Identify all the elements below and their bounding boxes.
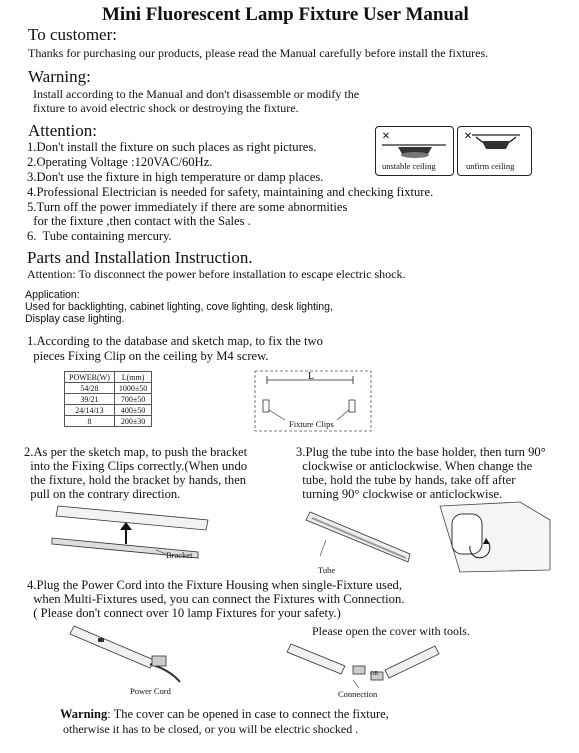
page-title: Mini Fluorescent Lamp Fixture User Manual (102, 4, 469, 25)
dimension-label: L (308, 371, 315, 382)
warning-line-2: fixture to avoid electric shock or destroying the fixture. (33, 101, 299, 115)
connection-label: Connection (338, 689, 378, 699)
connection-illustration (285, 640, 445, 695)
customer-text: Thanks for purchasing our products, please read the Manual carefully before install the fixtures. (28, 46, 489, 60)
warning-heading: Warning: (28, 67, 91, 86)
step4-line-1: 4.Plug the Power Cord into the Fixture Housing when single-Fixture used, (27, 578, 402, 592)
unfirm-ceiling-label: unfirm ceiling (466, 161, 515, 171)
application-line-1: Used for backlighting, cabinet lighting, cove lighting, desk lighting, (25, 301, 333, 313)
footer-warning-label: Warning (60, 707, 108, 721)
application-line-2: Display case lighting. (25, 313, 125, 325)
tube-label: Tube (318, 565, 336, 575)
attention-heading: Attention: (28, 121, 97, 140)
cross-mark-icon: × (382, 129, 390, 144)
unstable-ceiling-icon (375, 126, 454, 176)
step2-line-3: the fixture, hold the bracket by hands, then (24, 473, 247, 487)
cover-note: Please open the cover with tools. (312, 624, 470, 638)
power-length-table (64, 371, 152, 427)
step1-line-2: pieces Fixing Clip on the ceiling by M4 screw. (27, 349, 269, 363)
step2-line-2: into the Fixing Clips correctly.(When undo (24, 459, 248, 473)
table-cell: 24/14/13 (65, 405, 115, 416)
table-cell: 54/28 (65, 383, 115, 394)
footer-warning-line-1 (60, 707, 389, 721)
table-row (65, 383, 152, 394)
table-cell: 400±50 (114, 405, 151, 416)
power-cord-label: Power Cord (130, 686, 171, 696)
step1-line-1: 1.According to the database and sketch map, to fix the two (27, 334, 323, 348)
footer-warning-text: : The cover can be opened in case to connect the fixture, (107, 707, 389, 721)
table-cell: 1000±50 (114, 383, 151, 394)
fixture-clips-label: Fixture Clips (289, 419, 334, 429)
table-cell: 700±50 (114, 394, 151, 405)
step2-line-4: pull on the contrary direction. (24, 487, 181, 501)
parts-attention: Attention: To disconnect the power before installation to escape electric shock. (27, 267, 406, 281)
step3-line-2: clockwise or anticlockwise. When change the (296, 459, 533, 473)
or-label: OR (370, 671, 379, 677)
table-header-length: L(mm) (114, 372, 151, 383)
application-heading: Application: (25, 289, 80, 301)
tube-illustration (300, 500, 560, 580)
table-header-power: POWER(W) (65, 372, 115, 383)
attention-item-4: 4.Professional Electrician is needed for safety, maintaining and checking fixture. (27, 185, 434, 199)
step4-line-3: ( Please don't connect over 10 lamp Fixtures for your safety.) (27, 606, 341, 620)
table-row (65, 394, 152, 405)
attention-item-5: 5.Turn off the power immediately if there are some abnormities (27, 200, 348, 214)
attention-item-6: 6. Tube containing mercury. (27, 229, 172, 243)
step3-line-4: turning 90° clockwise or anticlockwise. (296, 487, 503, 501)
table-row (65, 405, 152, 416)
step3-line-3: tube, hold the tube by hands, take off after (296, 473, 516, 487)
footer-warning-line-2: otherwise it has to be closed, or you will be electric shocked . (63, 722, 359, 736)
cross-mark-icon: × (464, 129, 472, 144)
warning-line-1: Install according to the Manual and don't disassemble or modify the (33, 87, 360, 101)
power-cord-illustration (70, 620, 200, 690)
attention-item-5-cont: for the fixture ,then contact with the Sales . (27, 214, 251, 228)
step2-line-1: 2.As per the sketch map, to push the bracket (24, 445, 248, 459)
attention-item-3: 3.Don't use the fixture in high temperature or damp places. (27, 170, 324, 184)
step4-line-2: when Multi-Fixtures used, you can connect the Fixtures with Connection. (27, 592, 405, 606)
table-row (65, 416, 152, 427)
attention-item-2: 2.Operating Voltage :120VAC/60Hz. (27, 155, 213, 169)
unstable-ceiling-label: unstable ceiling (382, 161, 436, 171)
bracket-label: Bracket (166, 550, 193, 560)
attention-item-1: 1.Don't install the fixture on such places as right pictures. (27, 140, 317, 154)
unfirm-ceiling-icon (457, 126, 532, 176)
table-cell: 8 (65, 416, 115, 427)
table-cell: 39/21 (65, 394, 115, 405)
parts-heading: Parts and Installation Instruction. (27, 248, 253, 267)
customer-heading: To customer: (28, 25, 117, 44)
table-header-row (65, 372, 152, 383)
table-cell: 200±30 (114, 416, 151, 427)
step3-line-1: 3.Plug the tube into the base holder, then turn 90° (296, 445, 546, 459)
bracket-illustration (48, 500, 218, 565)
